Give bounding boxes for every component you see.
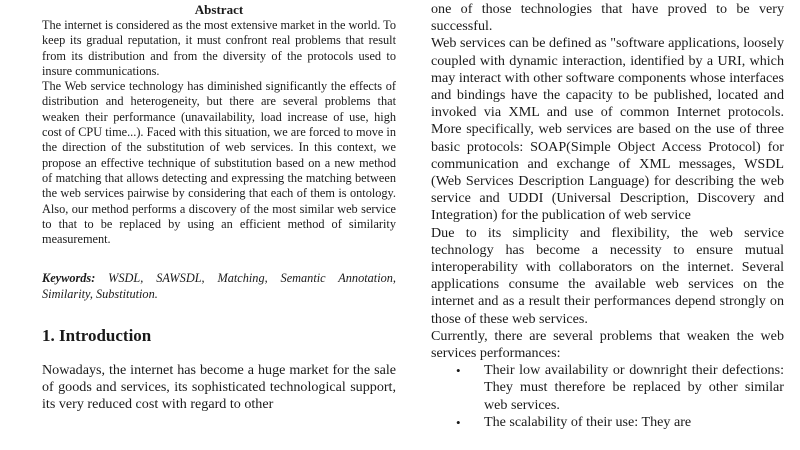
abstract-title: Abstract (194, 2, 244, 17)
keywords-text: WSDL, SAWSDL, Matching, Semantic Annotation, Similarity, Substitution. (42, 271, 396, 301)
left-column (42, 0, 396, 414)
list-item-text: The scalability of their use: They are (484, 413, 692, 430)
bullet-icon: • (456, 414, 461, 430)
list-item-text: Their low availability or downright their defections: They must therefore be replaced by other similar web services. (484, 362, 784, 413)
keywords (42, 271, 396, 302)
problems-list (431, 362, 784, 431)
section-heading-introduction: 1. Introduction (42, 326, 152, 346)
keywords-label: Keywords: (42, 271, 96, 286)
right-column (431, 0, 784, 431)
list-item (431, 414, 784, 431)
bullet-icon: • (456, 363, 461, 379)
abstract-paragraph-1: The internet is considered as the most extensive market in the world. To keep its gradual reputation, it must confront real problems that result from its distribution and from the diversity of the protocols used to insure communications. (42, 18, 396, 78)
right-paragraph-1: Web services can be defined as "software applications, loosely coupled with dynamic interaction, identified by a URI, which may interact with other software components whose interfaces and bindings have the capacity to be published, located and invoked via XML and use of common Internet protocols. More specifically, web services are based on the use of three basic protocols: SOAP(Simple Object Access Protocol) for communication and exchange of XML messages, WSDL (Web Services Description Language) for describing the web service and UDDI (Universal Description, Discovery and Integration) for the publication of web service (431, 35, 784, 224)
right-paragraph-3: Currently, there are several problems that weaken the web services performances: (431, 327, 784, 362)
introduction-paragraph-1: Nowadays, the internet has become a huge market for the sale of goods and services, its sophisticated technological support, its very reduced cost with regard to other (42, 362, 396, 413)
abstract-paragraph-2: The Web service technology has diminished significantly the effects of distribution and heterogeneity, but there are several problems that weaken their performance (unavailability, load increase of use, high cost of CPU time...). Faced with this situation, we are forced to move in the direction of the substitution of web services. In this context, we propose an effective technique of substitution based on a new method of matching that allows detecting and expressing the matching between the web services pairwise by considering that each of them is ontology. Also, our method performs a discovery of the most similar web service to that to be replaced by using an efficient method of similarity measurement. (42, 79, 396, 247)
list-item (431, 362, 784, 414)
right-paragraph-0: one of those technologies that have proved to be very successful. (431, 1, 784, 35)
right-paragraph-2: Due to its simplicity and flexibility, the web service technology has become a necessity to ensure mutual interoperability with collaborators on the internet. Several applications consume the available web services on the internet and as a result their performances depend strongly on those of these web services. (431, 224, 784, 327)
